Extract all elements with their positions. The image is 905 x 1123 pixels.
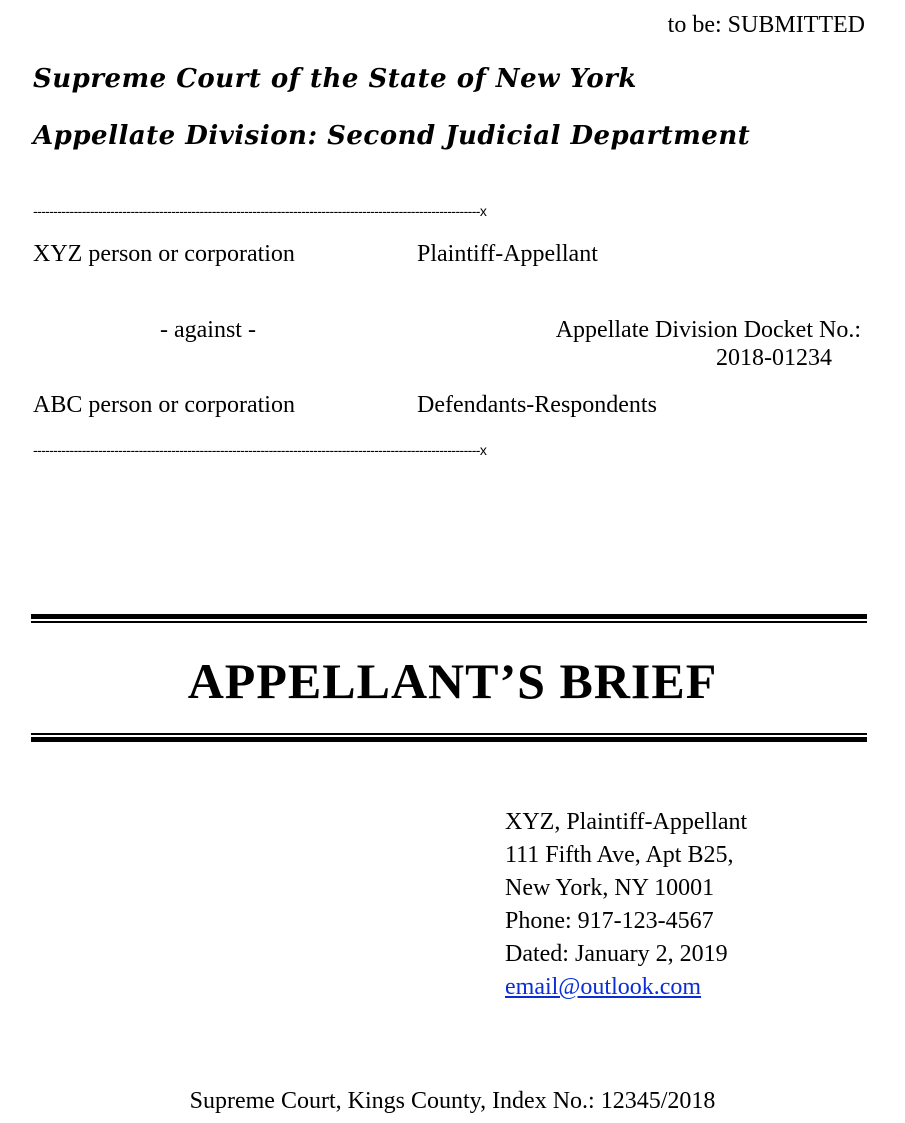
contact-name: XYZ, Plaintiff-Appellant: [505, 809, 748, 835]
docket-label: Appellate Division Docket No.:: [555, 317, 861, 343]
contact-phone: Phone: 917-123-4567: [505, 908, 714, 934]
defendant-role: Defendants-Respondents: [417, 392, 657, 418]
title-rule-bottom-thick: [31, 737, 867, 742]
caption-separator-top: --------------------------------------------------------------------------------------------------------------x: [33, 203, 487, 219]
court-name-heading: Supreme Court of the State of New York: [33, 64, 637, 94]
title-rule-top-thin: [31, 621, 867, 623]
docket-number: 2018-01234: [716, 345, 832, 371]
defendant-name: ABC person or corporation: [33, 392, 295, 418]
document-status: to be: SUBMITTED: [667, 12, 865, 38]
index-number-footer: Supreme Court, Kings County, Index No.: 12345/2018: [189, 1088, 716, 1114]
contact-street: 111 Fifth Ave, Apt B25,: [505, 842, 734, 868]
title-rule-top-thick: [31, 614, 867, 619]
caption-separator-bottom: --------------------------------------------------------------------------------------------------------------x: [33, 442, 487, 458]
court-division-heading: Appellate Division: Second Judicial Department: [33, 121, 751, 151]
plaintiff-name: XYZ person or corporation: [33, 241, 295, 267]
contact-email-link[interactable]: email@outlook.com: [505, 974, 702, 1000]
title-rule-bottom-thin: [31, 733, 867, 735]
versus-label: - against -: [160, 317, 256, 343]
contact-dated: Dated: January 2, 2019: [505, 941, 728, 967]
document-title: APPELLANT’S BRIEF: [187, 653, 718, 709]
contact-block: [505, 806, 747, 1004]
contact-city: New York, NY 10001: [505, 875, 715, 901]
plaintiff-role: Plaintiff-Appellant: [417, 241, 598, 267]
